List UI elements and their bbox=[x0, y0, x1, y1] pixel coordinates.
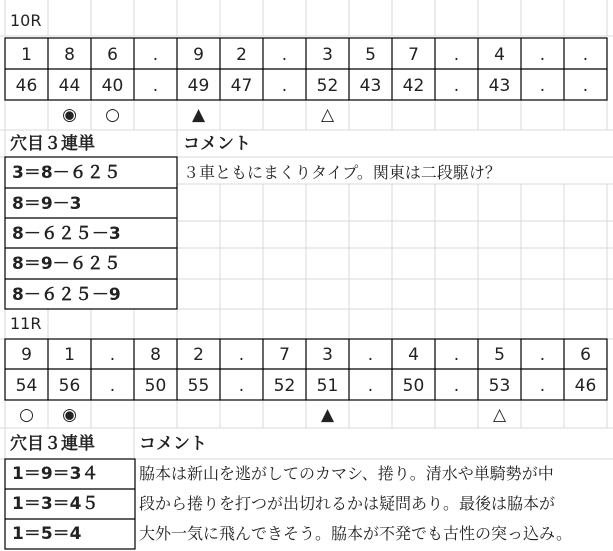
score-cell: 40 bbox=[101, 76, 124, 96]
race-10-pick: 8＝9－６２５ bbox=[12, 254, 121, 274]
score-cell: . bbox=[582, 76, 589, 96]
race-11-comment-line: 段から捲りを打つが出切れるかは疑問あり。最後は脇本が bbox=[139, 494, 556, 513]
score-cell: 46 bbox=[574, 376, 597, 396]
line-cell: 5 bbox=[365, 45, 376, 65]
race-11-comment-header: コメント bbox=[139, 434, 207, 454]
race-10-pick: 3＝8－６２５ bbox=[12, 163, 121, 183]
score-cell: 50 bbox=[144, 376, 167, 396]
line-cell: 9 bbox=[193, 45, 204, 65]
line-cell: . bbox=[453, 45, 460, 65]
race-10-picks-header: 穴目３連単 bbox=[10, 134, 95, 154]
line-cell: . bbox=[539, 345, 546, 365]
score-cell: . bbox=[367, 376, 374, 396]
line-cell: 2 bbox=[193, 345, 204, 365]
mark-cell: ▲ bbox=[320, 405, 335, 425]
race-10-comment-header: コメント bbox=[183, 134, 251, 154]
race-10-comment: ３車ともにまくりタイプ。関東は二段駆け？ bbox=[183, 163, 501, 182]
line-cell: . bbox=[453, 345, 460, 365]
score-cell: . bbox=[109, 376, 116, 396]
score-cell: . bbox=[539, 376, 546, 396]
line-cell: 7 bbox=[279, 345, 290, 365]
line-cell: 7 bbox=[408, 45, 419, 65]
mark-cell: ○ bbox=[105, 105, 120, 125]
line-cell: . bbox=[582, 45, 589, 65]
score-cell: 44 bbox=[58, 76, 81, 96]
race-11-pick: 1＝3＝4５ bbox=[12, 494, 99, 514]
line-cell: 8 bbox=[64, 45, 75, 65]
line-cell: . bbox=[367, 345, 374, 365]
line-cell: 3 bbox=[322, 345, 333, 365]
line-cell: 5 bbox=[494, 345, 505, 365]
race-10-label: 10R bbox=[10, 11, 42, 30]
score-cell: 51 bbox=[316, 376, 339, 396]
race-11-comment-line: 脇本は新山を逃がしてのカマシ、捲り。清水や単騎勢が中 bbox=[139, 464, 554, 483]
score-cell: 53 bbox=[488, 376, 511, 396]
line-cell: 4 bbox=[408, 345, 419, 365]
mark-cell: ◉ bbox=[62, 405, 77, 425]
race-10-pick: 8－６２５－3 bbox=[12, 224, 121, 244]
mark-cell: ▲ bbox=[191, 105, 206, 125]
score-cell: 47 bbox=[230, 76, 253, 96]
score-cell: 54 bbox=[15, 376, 38, 396]
score-cell: . bbox=[281, 76, 288, 96]
race-11-label: 11R bbox=[10, 314, 42, 333]
score-cell: . bbox=[238, 376, 245, 396]
line-cell: 1 bbox=[21, 45, 32, 65]
race-10-pick: 8－６２５－9 bbox=[12, 285, 121, 305]
line-cell: 8 bbox=[150, 345, 161, 365]
line-cell: . bbox=[152, 45, 159, 65]
line-cell: 6 bbox=[580, 345, 591, 365]
line-cell: 2 bbox=[236, 45, 247, 65]
line-cell: . bbox=[109, 345, 116, 365]
line-cell: . bbox=[281, 45, 288, 65]
line-cell: . bbox=[539, 45, 546, 65]
score-cell: 52 bbox=[273, 376, 296, 396]
score-cell: 43 bbox=[359, 76, 382, 96]
race-11-comment-line: 大外一気に飛んできそう。脇本が不発でも古性の突っ込み。 bbox=[139, 524, 572, 543]
mark-cell: △ bbox=[492, 405, 507, 425]
score-cell: 56 bbox=[58, 376, 81, 396]
line-cell: 4 bbox=[494, 45, 505, 65]
score-cell: 49 bbox=[187, 76, 210, 96]
line-cell: 6 bbox=[107, 45, 118, 65]
line-cell: 9 bbox=[21, 345, 32, 365]
line-cell: 3 bbox=[322, 45, 333, 65]
line-cell: . bbox=[238, 345, 245, 365]
race-11-picks-header: 穴目３連単 bbox=[10, 434, 95, 454]
score-cell: 50 bbox=[402, 376, 425, 396]
score-cell: . bbox=[453, 76, 460, 96]
race-10-pick: 8＝9－3 bbox=[12, 194, 82, 214]
race-11-pick: 1＝9＝3４ bbox=[12, 464, 99, 484]
score-cell: . bbox=[539, 76, 546, 96]
score-cell: 43 bbox=[488, 76, 511, 96]
score-cell: 42 bbox=[402, 76, 425, 96]
race-11-pick: 1＝5＝4 bbox=[12, 524, 82, 544]
mark-cell: ◉ bbox=[62, 105, 77, 125]
mark-cell: ○ bbox=[19, 405, 34, 425]
score-cell: 52 bbox=[316, 76, 339, 96]
score-cell: 46 bbox=[15, 76, 38, 96]
score-cell: . bbox=[152, 76, 159, 96]
score-cell: . bbox=[453, 376, 460, 396]
mark-cell: △ bbox=[320, 105, 335, 125]
score-cell: 55 bbox=[187, 376, 210, 396]
line-cell: 1 bbox=[64, 345, 75, 365]
